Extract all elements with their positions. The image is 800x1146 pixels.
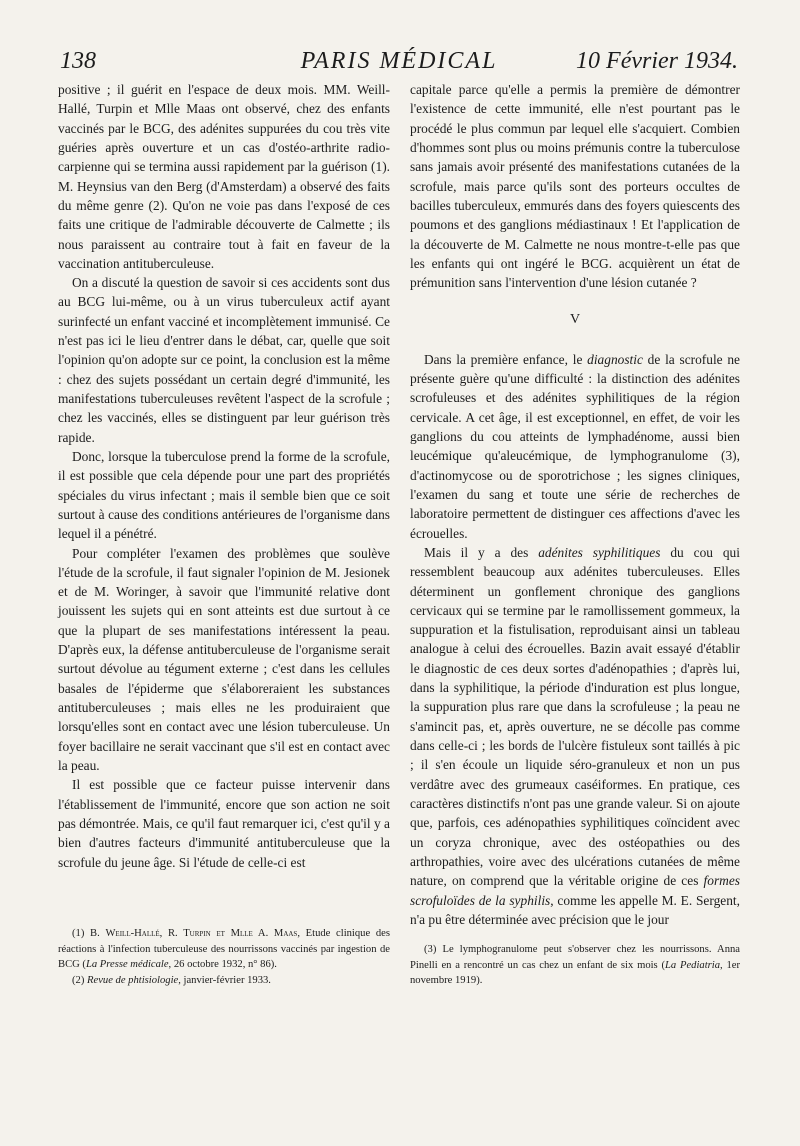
left-footnotes bbox=[58, 926, 390, 988]
paragraph: Pour compléter l'examen des problèmes que soulève l'étude de la scrofule, il faut signaler l'opinion de M. Jesionek et de M. Woringer, à savoir que l'immunité relative dont jouissent les sujets qui en sont atteints est due surtout à ce que la plupart de ses manifestations intéressent la peau. D'après eux, la défense antituberculeuse de l'organisme serait surtout dévolue au tégument externe ; c'est dans les cellules basales de l'épiderme que s'élaboreraient les substances antituberculeuses ; mais elles ne les produiraient que lorsqu'elles sont en contact avec une lésion tuberculeuse. Un foyer bacillaire ne serait vaccinant que s'il est en contact avec la peau. bbox=[58, 545, 390, 773]
journal-name: Revue de phtisiologie bbox=[87, 974, 179, 986]
journal-title: PARIS MÉDICAL bbox=[300, 48, 498, 74]
section-heading: V bbox=[569, 312, 581, 328]
footnote-3: (3) Le lymphogranulome peut s'observer chez les nourrissons. Anna Pinelli en a rencontré un cas chez un enfant de six mois (La Pediatria, 1er novembre 1919). bbox=[410, 944, 741, 986]
journal-name: La Pediatria bbox=[665, 959, 721, 971]
left-column bbox=[58, 80, 390, 872]
footnote-2: (2) Revue de phtisiologie, janvier-février 1933. bbox=[72, 974, 271, 986]
paragraph: capitale parce qu'elle a permis la première de démontrer l'existence de cette immunité, elle n'est pourtant pas le procédé le plus commun par lequel elle s'acquiert. Combien d'hommes sont plus ou moins prémunis contre la tuberculose sans jamais avoir présenté des manifestations cutanées de la scrofule, mais parce qu'ils sont des porteurs occultes de bacilles tuberculeux, emmurés dans des foyers quiescents des poumons et des ganglions médiastinaux ! Et l'application de la découverte de M. Calmette ne nous montre-t-elle pas que les enfants qui ont ingéré le BCG. acquièrent un état de prémunition sans l'intervention d'une lésion cutanée ? bbox=[410, 82, 740, 291]
paragraph: Dans la première enfance, le diagnostic de la scrofule ne présente guère qu'une difficulté : la distinction des adénites scrofuleuses et des adénites syphilitiques de la région cervicale. A cet âge, il est exceptionnel, en effet, de voir les ganglions du cou atteints de lymphadénome, aussi bien leucémique qu'aleucémique, de lymphogranulome (3), d'actinomycose ou de sporotrichose ; les signes cliniques, l'examen du sang et toute une série de recherches de laboratoire permettent de distinguer ces affections d'avec les écrouelles. bbox=[410, 351, 740, 541]
paragraph: Mais il y a des adénites syphilitiques du cou qui ressemblent beaucoup aux adénites tuberculeuses. Elles déterminent un gonflement chronique des ganglions cervicaux qui se termine par le ramollissement gommeux, la suppuration et la fistulisation, reproduisant ainsi un tableau analogue à celui des écrouelles. Bazin avait essayé d'établir le diagnostic de ces deux sortes d'adénopathies ; d'après lui, dans la syphilitique, la période d'induration est plus longue, la suppuration plus rare que dans la scrofuleuse ; la peau ne s'amincit pas, et, après ouverture, ne se décolle pas comme dans celle-ci ; les bords de l'ulcère fistuleux sont taillés à pic ; il s'en écoule un liquide séro-granuleux et non un pus verdâtre avec des grumeaux caséiformes. En pratique, ces caractères distinctifs n'ont pas une grande valeur. Si on ajoute que, parfois, ces adénopathies syphilitiques coïncident avec un coryza chronique, avec des ostéopathies ou des arthropathies, voire avec des ulcérations cutanées de même nature, on comprend que la véritable origine de ces formes scrofuloïdes de la syphilis, comme les appelle M. E. Sergent, n'a pu être déterminée avec précision que le jour bbox=[410, 544, 740, 927]
issue-date: 10 Février 1934. bbox=[576, 48, 738, 74]
paragraph: Donc, lorsque la tuberculose prend la forme de la scrofule, il est possible que cela dépende pour une part des propriétés spéciales du virus infectant ; mais il semble bien que ce soit surtout à cause des conditions antérieures de l'organisme dans lequel il a pénétré. bbox=[58, 448, 390, 542]
journal-name: La Presse médicale bbox=[85, 959, 169, 970]
footnote-authors: Weill-Hallé, R. Turpin et Mlle A. Maas bbox=[105, 928, 298, 939]
page-number: 138 bbox=[60, 48, 96, 74]
paragraph: On a discuté la question de savoir si ces accidents sont dus au BCG lui-même, ou à un virus tuberculeux actif ayant surinfecté un enfant vacciné et incomplètement immunisé. Ce n'est pas ici le lieu d'entrer dans le débat, car, quelle que soit l'opinion qu'on adopte sur ce point, la conclusion est la même : chez des sujets possédant un certain degré d'immunité, les manifestations tuberculeuses revêtent l'aspect de la scrofule ; chez les vaccinés, elles se distinguent par leur guérison très rapide. bbox=[58, 275, 390, 445]
paragraph: positive ; il guérit en l'espace de deux mois. MM. Weill-Hallé, Turpin et Mlle Maas ont observé, chez des enfants vaccinés par le BCG, des adénites suppurées du cou très vite guéries après ouverture et un cas d'ostéo-arthrite radio-carpienne qui se termina aussi rapidement par la guérison (1). M. Heynsius van den Berg (d'Amsterdam) a observé des faits du même genre (2). Qu'on ne voie pas dans l'exposé de ces faits une critique de l'admirable découverte de Calmette ; ils nous paraissent au contraire tout à fait en faveur de la vaccination antituberculeuse. bbox=[58, 82, 390, 271]
footnote-1: (1) B. Weill-Hallé, R. Turpin et Mlle A. Maas, Etude clinique des réactions à l'infection tuberculeuse des nourrissons vaccinés par ingestion de BCG (La Presse médicale, 26 octobre 1932, n° 86). bbox=[58, 928, 390, 970]
right-column bbox=[410, 80, 740, 929]
running-header bbox=[60, 44, 738, 78]
paragraph: Il est possible que ce facteur puisse intervenir dans l'établissement de l'immunité, encore que son action ne soit pas démontrée. Mais, ce qu'il faut remarquer ici, c'est qu'il y a bien d'autres facteurs d'immunité antituberculeuse que la scrofule du jeune âge. Si l'étude de celle-ci est bbox=[58, 777, 390, 870]
right-footnotes bbox=[410, 942, 740, 989]
